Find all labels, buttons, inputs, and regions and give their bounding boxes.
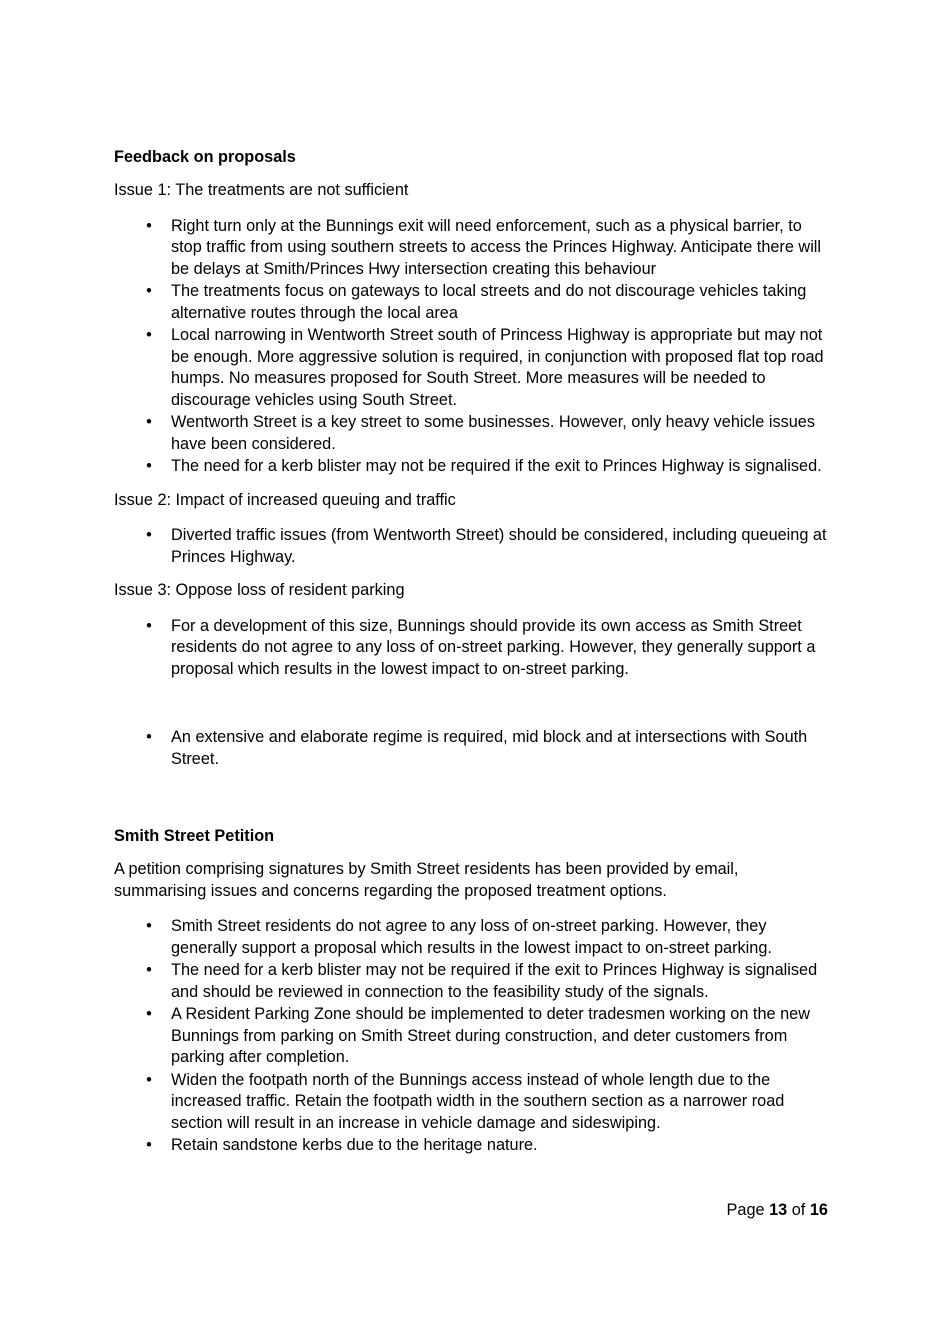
list-item: • Wentworth Street is a key street to some businesses. However, only heavy vehicle issues have been considered. — [114, 412, 830, 455]
page-number-total: 16 — [809, 1201, 828, 1219]
page-number-prefix: Page — [726, 1201, 765, 1219]
page-content — [114, 146, 830, 1157]
list-item: • For a development of this size, Bunnings should provide its own access as Smith Street residents do not agree to any loss of on-street parking. However, they generally support a proposal which results in the lowest impact to on-street parking. — [114, 616, 830, 681]
list-item: • Local narrowing in Wentworth Street south of Princess Highway is appropriate but may not be enough. More aggressive solution is required, in conjunction with proposed flat top road humps. No measures proposed for South Street. More measures will be needed to discourage vehicles using South Street. — [114, 325, 830, 411]
list-item: • A Resident Parking Zone should be implemented to deter tradesmen working on the new Bunnings from parking on Smith Street during construction, and deter customers from parking after completion. — [114, 1004, 830, 1069]
page-number-current: 13 — [769, 1201, 788, 1219]
bullet-icon: • — [146, 413, 152, 431]
petition-intro: A petition comprising signatures by Smith Street residents has been provided by email, summarising issues and concerns regarding the proposed treatment options. — [114, 860, 739, 900]
page-number — [727, 1199, 828, 1221]
petition-list — [114, 916, 830, 1157]
section-heading-feedback: Feedback on proposals — [114, 148, 296, 166]
issue-3-title: Issue 3: Oppose loss of resident parking — [114, 581, 405, 599]
bullet-icon: • — [146, 616, 152, 635]
page-number-of: of — [791, 1201, 806, 1219]
issue-2-title: Issue 2: Impact of increased queuing and traffic — [114, 490, 456, 509]
bullet-icon: • — [146, 1005, 152, 1023]
bullet-icon: • — [146, 961, 152, 979]
bullet-icon: • — [146, 457, 152, 475]
list-item: • The treatments focus on gateways to local streets and do not discourage vehicles taking alternative routes through the local area — [114, 281, 830, 324]
list-item: • The need for a kerb blister may not be required if the exit to Princes Highway is signalised. — [114, 456, 830, 478]
list-item: • Widen the footpath north of the Bunnings access instead of whole length due to the increased traffic. Retain the footpath width in the southern section as a narrower road section will result in an increase in vehicle damage and sideswiping. — [114, 1070, 830, 1135]
issue-1-list — [114, 216, 830, 478]
bullet-icon: • — [146, 282, 152, 300]
list-item: • Diverted traffic issues (from Wentworth Street) should be considered, including queueing at Princes Highway. — [114, 525, 830, 568]
bullet-icon: • — [146, 326, 152, 344]
issue-3-list — [114, 616, 830, 771]
issue-1-title: Issue 1: The treatments are not sufficient — [114, 181, 409, 199]
list-item: • Smith Street residents do not agree to any loss of on-street parking. However, they generally support a proposal which results in the lowest impact to on-street parking. — [114, 916, 830, 959]
bullet-icon: • — [146, 1136, 152, 1154]
bullet-icon: • — [146, 1070, 152, 1089]
list-item: • Right turn only at the Bunnings exit will need enforcement, such as a physical barrier, to stop traffic from using southern streets to access the Princes Highway. Anticipate there will be delays at Smith/Princes Hwy intersection creating this behaviour — [114, 216, 830, 281]
list-item: • The need for a kerb blister may not be required if the exit to Princes Highway is signalised and should be reviewed in connection to the feasibility study of the signals. — [114, 960, 830, 1003]
bullet-icon: • — [146, 728, 152, 746]
list-item: • An extensive and elaborate regime is required, mid block and at intersections with South Street. — [114, 727, 830, 770]
bullet-icon: • — [146, 917, 152, 935]
issue-2-list — [114, 525, 830, 568]
bullet-icon: • — [146, 526, 152, 544]
list-item: • Retain sandstone kerbs due to the heritage nature. — [114, 1135, 830, 1157]
section-heading-petition: Smith Street Petition — [114, 827, 275, 845]
bullet-icon: • — [146, 216, 152, 235]
